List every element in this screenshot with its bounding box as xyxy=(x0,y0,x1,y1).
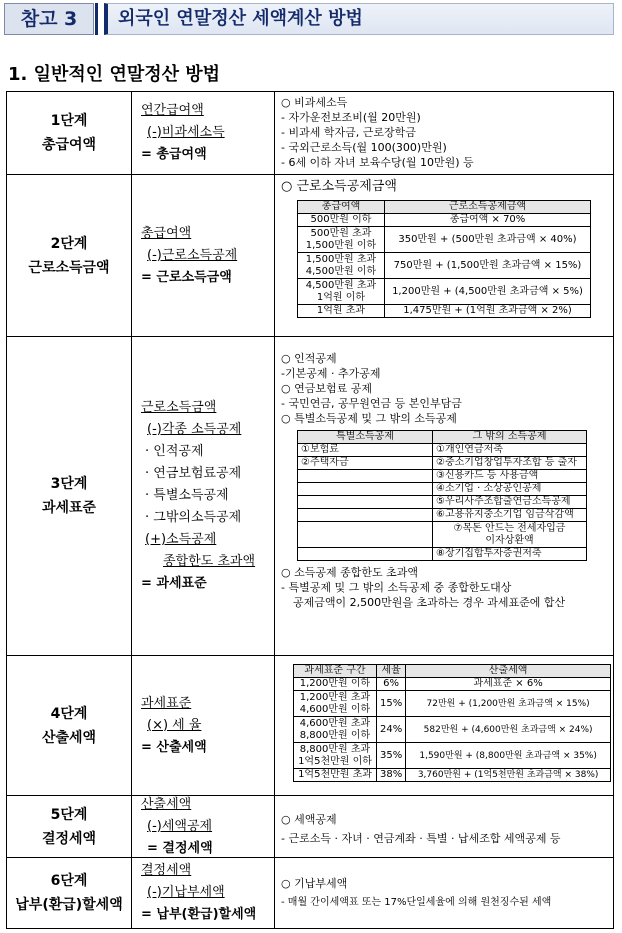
step-formula: 근로소득금액 (-)각종 소득공제 · 인적공제 · 연금보험료공제 · 특별소득공제 · 그밖의소득공제 (+)소득공제 종합한도 초과액 = 과세표준 xyxy=(131,337,275,655)
step-row-2 xyxy=(7,175,613,337)
step-row-3 xyxy=(7,337,613,656)
step-label: 4단계 산출세액 xyxy=(7,656,132,795)
step-row-6 xyxy=(7,858,613,928)
page-header xyxy=(4,3,616,37)
step-formula: 산출세액 (-)세액공제 = 결정세액 xyxy=(131,796,275,857)
step-formula: 총급여액 (-)근로소득공제 = 근로소득금액 xyxy=(131,175,275,336)
step-row-5 xyxy=(7,796,613,858)
deduction-types-table: 특별소득공제 그 밖의 소득공제 ①보험료 ①개인연금저축 ②주택자금 ②중소기업창업투자조합 등 출자 ③신용카드 등 사용금액 ④소기업 · 소상공인공제 ⑤우리사주조합출연금소득공제 ⑥고용유지중소기업 임금삭감액 ⑦목돈 안드는 전세자입금 이자상환액 ⑧장기집합투자증권저축 xyxy=(297,430,587,561)
step-formula: 연간급여액 (-)비과세소득 = 총급여액 xyxy=(131,92,275,174)
step-detail: ○ 비과세소득 - 자가운전보조비(월 20만원) - 비과세 학자금, 근로장학금 - 국외근로소득(월 100(300)만원) - 6세 이하 자녀 보육수당(월 10만원) 등 xyxy=(281,96,474,169)
step-formula: 결정세액 (-)기납부세액 = 납부(환급)할세액 xyxy=(131,858,275,928)
step-detail: ○ 인적공제 -기본공제 · 추가공제 ○ 연금보험료 공제 - 국민연금, 공무원연금 등 본인부담금 ○ 특별소득공제 및 그 밖의 소득공제 특별소득공제 그 밖의 소득공제 ①보험료 ①개인연금저축 ②주택자금 ②중소기업창업투자조합 등 출자 ③신용카드 등 사용금액 ④소기업 · 소상공인공제 ⑤우리사주조합출연금소득공제 ⑥고용유지중소기업 임금삭감액 ⑦목돈 안드는 전세자입금 이자상환액 ⑧장기집합투자증권저축 ○ 소득공제 종합한도 초과액 - 특별공제 및 그 밖의 소득공제 중 종합한도대상 공제금액이 2,500만원을 초과하는 경우 과세표준에 합산 xyxy=(275,337,613,655)
step-row-1 xyxy=(7,92,613,175)
reference-tag: 참고 3 xyxy=(4,3,94,35)
steps-table xyxy=(6,91,614,929)
step-label: 2단계 근로소득금액 xyxy=(7,175,132,336)
tax-rate-table: 과세표준 구간 세율 산출세액 1,200만원 이하 6% 과세표준 × 6% 1,200만원 초과 4,600만원 이하 15% 72만원 + (1,200만원 초과금액 × 15%) 4,600만원 초과 8,800만원 이하 24% 582만원 + (4,600만원 초과금액 × 24%) 8,800만원 초과 1억5천만원 이하 35% 1,590만원 + (8,800만원 초과금액 × 35%) 1억5천만원 초과 38% 3,760만원 + (1억5천만원 초과금액 × 38%) xyxy=(293,664,611,782)
step-formula: 과세표준 (×) 세 율 = 산출세액 xyxy=(131,656,275,795)
section-title: 1. 일반적인 연말정산 방법 xyxy=(8,64,221,85)
step-detail: ○ 근로소득공제금액 총급여액 근로소득공제금액 500만원 이하 총급여액 × 70% 500만원 초과 1,500만원 이하 350만원 + (500만원 초과금액 × 40%) 1,500만원 초과 4,500만원 이하 750만원 + (1,500만원 초과금액 × 15%) 4,500만원 초과 1억원 이하 1,200만원 + (4,500만원 초과금액 × 5%) 1억원 초과 1,475만원 + (1억원 초과금액 × 2%) xyxy=(275,175,613,336)
step-label: 5단계 결정세액 xyxy=(7,796,132,857)
step-label: 1단계 총급여액 xyxy=(7,92,132,174)
step-label: 3단계 과세표준 xyxy=(7,337,132,655)
earned-income-deduction-table: 총급여액 근로소득공제금액 500만원 이하 총급여액 × 70% 500만원 초과 1,500만원 이하 350만원 + (500만원 초과금액 × 40%) 1,500만원 초과 4,500만원 이하 750만원 + (1,500만원 초과금액 × 15%) 4,500만원 초과 1억원 이하 1,200만원 + (4,500만원 초과금액 × 5%) 1억원 초과 1,475만원 + (1억원 초과금액 × 2%) xyxy=(297,200,591,318)
step-detail: ○ 기납부세액 - 매월 간이세액표 또는 17%단일세율에 의해 원천징수된 세액 xyxy=(281,877,552,908)
step-row-4 xyxy=(7,656,613,796)
step-label: 6단계 납부(환급)할세액 xyxy=(7,858,132,928)
page-title: 외국인 연말정산 세액계산 방법 xyxy=(104,3,614,35)
step-detail xyxy=(275,656,613,795)
step-detail: ○ 세액공제 - 근로소득 · 자녀 · 연금계좌 · 특별 · 납세조합 세액공제 등 xyxy=(281,813,561,845)
